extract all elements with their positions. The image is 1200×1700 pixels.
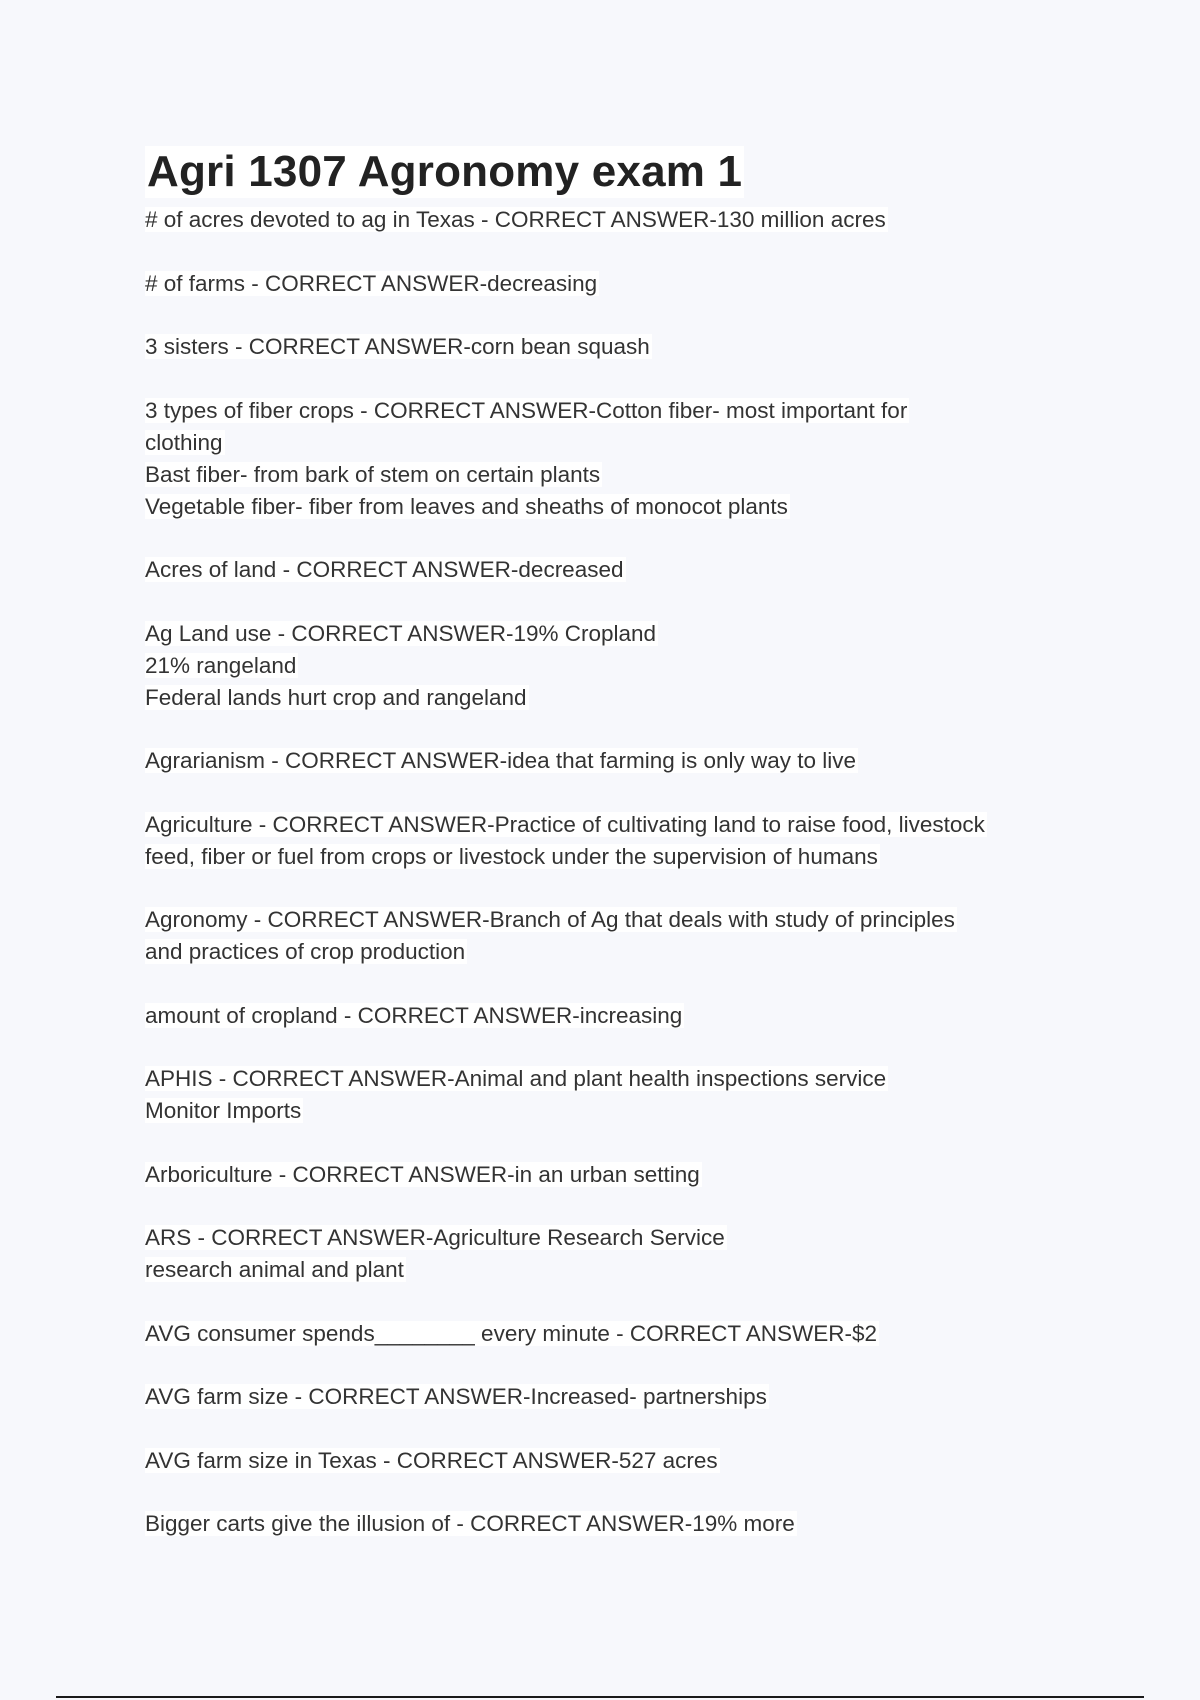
flashcard-entry	[145, 395, 1065, 523]
entry-text: Federal lands hurt crop and rangeland	[145, 684, 527, 710]
entry-question-line	[145, 745, 1065, 777]
entry-text: # of acres devoted to ag in Texas - CORRECT ANSWER-130 million acres	[145, 207, 886, 232]
entry-question-line	[145, 331, 1065, 363]
entry-question-line	[145, 1159, 1065, 1191]
entry-answer-line	[145, 841, 1065, 873]
entry-question-line	[145, 1508, 1065, 1540]
entry-question-line	[145, 1000, 1065, 1032]
entry-question-line	[145, 1063, 1065, 1095]
flashcard-entry	[145, 1381, 1065, 1413]
entry-text: Monitor Imports	[145, 1098, 302, 1123]
entry-question-line	[145, 904, 1065, 936]
entry-answer-line	[145, 491, 1065, 523]
page-bottom-divider	[56, 1696, 1144, 1698]
entry-text: Agronomy - CORRECT ANSWER-Branch of Ag that deals with study of principles	[145, 907, 955, 932]
entry-text: 3 types of fiber crops - CORRECT ANSWER-Cotton fiber- most important for	[145, 397, 908, 423]
entry-answer-line	[145, 459, 1065, 491]
entry-answer-line	[145, 1254, 1065, 1286]
entry-text: # of farms - CORRECT ANSWER-decreasing	[145, 270, 598, 296]
entry-text: and practices of crop production	[145, 939, 466, 964]
entry-question-line	[145, 395, 1065, 427]
flashcard-entry	[145, 268, 1065, 300]
flashcard-entry	[145, 745, 1065, 777]
flashcard-entry	[145, 618, 1065, 714]
entry-answer-line	[145, 682, 1065, 714]
flashcard-entry	[145, 554, 1065, 586]
flashcard-entry	[145, 904, 1065, 968]
entry-answer-line	[145, 650, 1065, 682]
entry-question-line	[145, 204, 1065, 236]
entry-question-line	[145, 1445, 1065, 1477]
entry-text: 21% rangeland	[145, 652, 297, 678]
entry-question-line	[145, 1222, 1065, 1254]
flashcard-entry	[145, 1222, 1065, 1286]
document-title: Agri 1307 Agronomy exam 1	[147, 147, 743, 196]
entry-text: Bast fiber- from bark of stem on certain plants	[145, 461, 601, 487]
entry-answer-line	[145, 936, 1065, 968]
entry-text: AVG farm size - CORRECT ANSWER-Increased- partnerships	[145, 1384, 767, 1409]
entry-answer-line	[145, 1095, 1065, 1127]
entry-text: Bigger carts give the illusion of - CORRECT ANSWER-19% more	[145, 1511, 795, 1536]
entry-text: Agrarianism - CORRECT ANSWER-idea that farming is only way to live	[145, 748, 857, 773]
entry-text: amount of cropland - CORRECT ANSWER-increasing	[145, 1002, 683, 1028]
entry-answer-line	[145, 427, 1065, 459]
flashcard-entry	[145, 809, 1065, 873]
entry-question-line	[145, 1381, 1065, 1413]
entry-text: AVG consumer spends________ every minute - CORRECT ANSWER-$2	[145, 1320, 877, 1346]
entry-text: 3 sisters - CORRECT ANSWER-corn bean squash	[145, 334, 650, 359]
entry-text: Acres of land - CORRECT ANSWER-decreased	[145, 557, 624, 582]
flashcard-entry	[145, 331, 1065, 363]
flashcard-entry	[145, 1318, 1065, 1350]
entry-text: Agriculture - CORRECT ANSWER-Practice of cultivating land to raise food, livestock	[145, 811, 985, 837]
entry-text: ARS - CORRECT ANSWER-Agriculture Research Service	[145, 1225, 725, 1250]
entry-text: APHIS - CORRECT ANSWER-Animal and plant health inspections service	[145, 1066, 887, 1091]
entry-text: Ag Land use - CORRECT ANSWER-19% Cropland	[145, 620, 657, 646]
entry-question-line	[145, 268, 1065, 300]
entry-text: Arboriculture - CORRECT ANSWER-in an urban setting	[145, 1161, 700, 1187]
flashcard-entry	[145, 1159, 1065, 1191]
flashcard-entry	[145, 204, 1065, 236]
flashcard-entry	[145, 1000, 1065, 1032]
flashcard-list	[145, 204, 1065, 1540]
entry-text: clothing	[145, 429, 223, 455]
entry-question-line	[145, 554, 1065, 586]
entry-question-line	[145, 809, 1065, 841]
flashcard-entry	[145, 1508, 1065, 1540]
flashcard-entry	[145, 1445, 1065, 1477]
entry-text: AVG farm size in Texas - CORRECT ANSWER-527 acres	[145, 1447, 718, 1473]
entry-question-line	[145, 1318, 1065, 1350]
entry-text: feed, fiber or fuel from crops or livestock under the supervision of humans	[145, 843, 878, 869]
entry-question-line	[145, 618, 1065, 650]
entry-text: research animal and plant	[145, 1257, 404, 1282]
flashcard-entry	[145, 1063, 1065, 1127]
entry-text: Vegetable fiber- fiber from leaves and sheaths of monocot plants	[145, 493, 788, 519]
document-page	[145, 146, 1065, 1572]
